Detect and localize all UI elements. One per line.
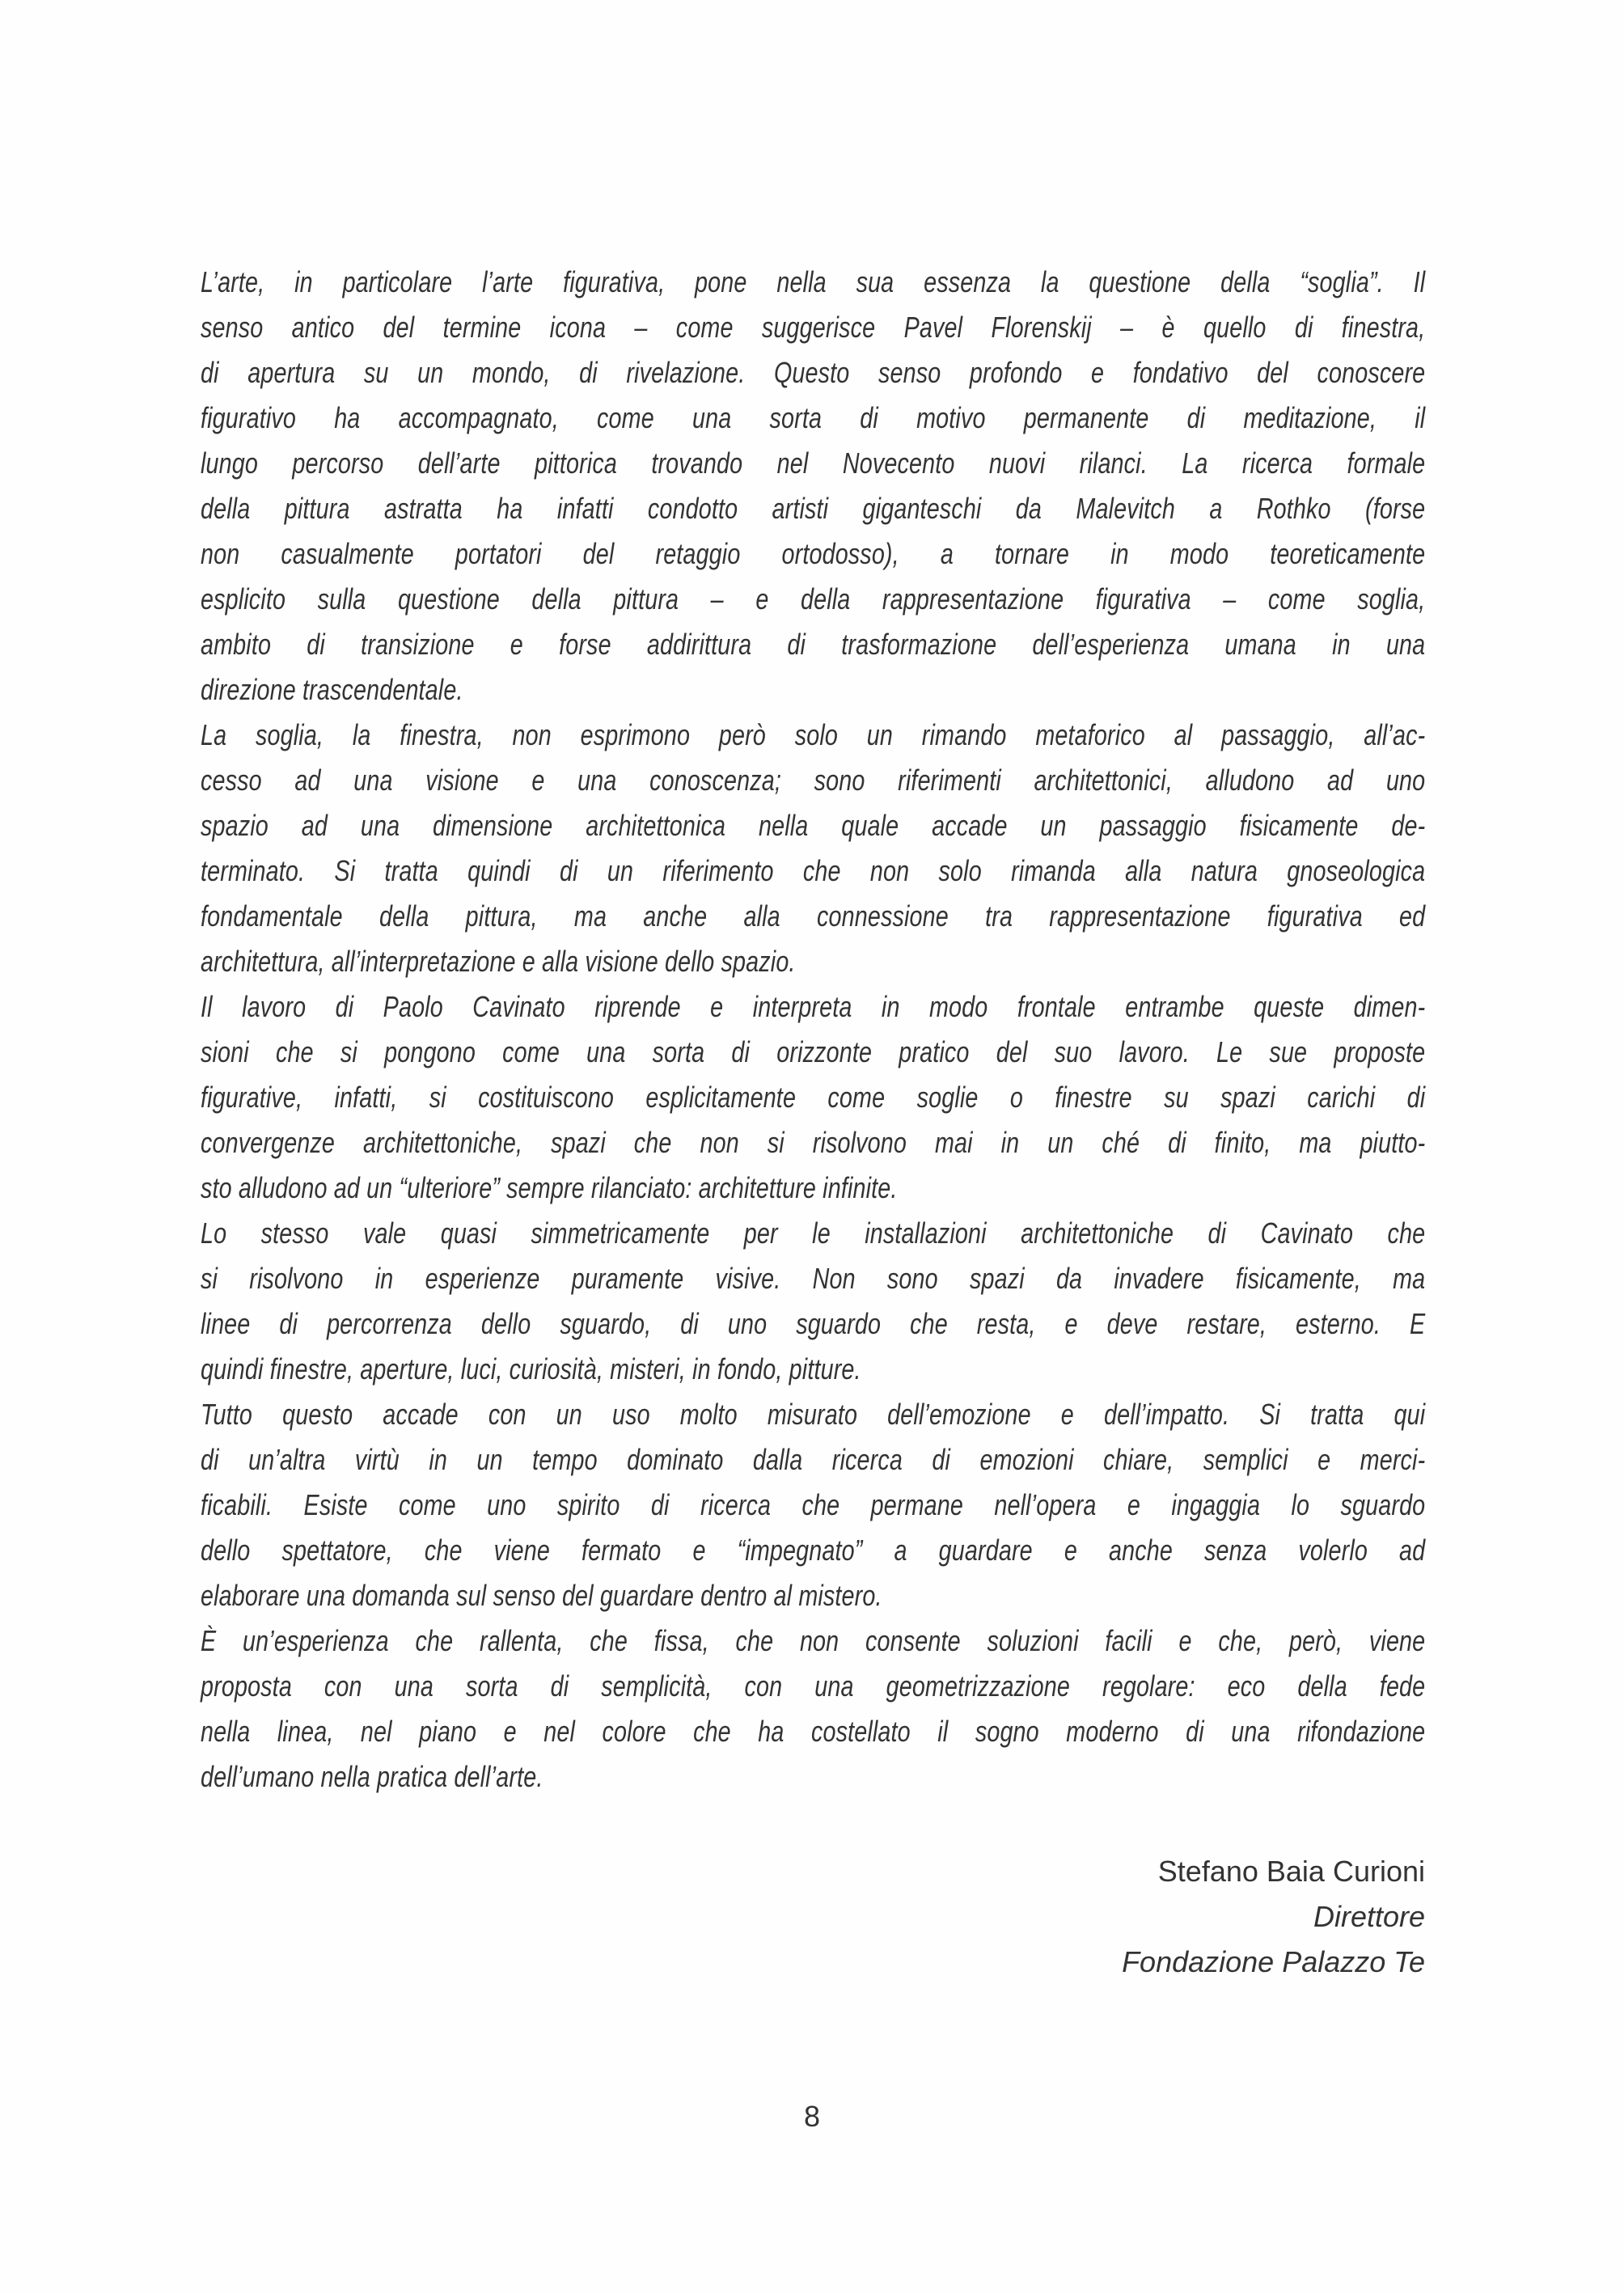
text-line: di un’altra virtù in un tempo dominato dalla ricerca di emozioni chiare, semplici e merci- xyxy=(201,1443,1426,1476)
text-line: della pittura astratta ha infatti condotto artisti giganteschi da Malevitch a Rothko (forse xyxy=(201,492,1426,525)
text-line: quindi finestre, aperture, luci, curiosità, misteri, in fondo, pitture. xyxy=(201,1352,861,1386)
text-line: spazio ad una dimensione architettonica nella quale accade un passaggio fisicamente de- xyxy=(201,809,1426,842)
text-line: figurative, infatti, si costituiscono esplicitamente come soglie o finestre su spazi carichi di xyxy=(201,1081,1426,1114)
text-line: di apertura su un mondo, di rivelazione. Questo senso profondo e fondativo del conoscere xyxy=(201,356,1426,389)
text-line: non casualmente portatori del retaggio ortodosso), a tornare in modo teoreticamente xyxy=(201,537,1426,570)
text-line: architettura, all’interpretazione e alla visione dello spazio. xyxy=(201,945,796,978)
text-line: fondamentale della pittura, ma anche alla connessione tra rappresentazione figurativa ed xyxy=(201,899,1426,933)
text-line: terminato. Si tratta quindi di un riferimento che non solo rimanda alla natura gnoseologica xyxy=(201,854,1426,887)
text-line: nella linea, nel piano e nel colore che ha costellato il sogno moderno di una rifondazione xyxy=(201,1715,1426,1748)
body-text xyxy=(201,260,1425,1800)
signature-organization: Fondazione Palazzo Te xyxy=(1122,1945,1425,1978)
text-line: senso antico del termine icona – come suggerisce Pavel Florenskij – è quello di finestra, xyxy=(201,311,1426,344)
text-line: lungo percorso dell’arte pittorica trovando nel Novecento nuovi rilanci. La ricerca formale xyxy=(201,446,1426,480)
signature-block xyxy=(1122,1849,1425,1985)
text-line: linee di percorrenza dello sguardo, di uno sguardo che resta, e deve restare, esterno. E xyxy=(201,1307,1426,1340)
text-line: sto alludono ad un “ulteriore” sempre rilanciato: architetture infinite. xyxy=(201,1171,898,1204)
text-line: figurativo ha accompagnato, come una sorta di motivo permanente di meditazione, il xyxy=(201,401,1426,434)
text-line: esplicito sulla questione della pittura – e della rappresentazione figurativa – come soglia, xyxy=(201,582,1426,616)
text-line: dell’umano nella pratica dell’arte. xyxy=(201,1760,543,1793)
page-number: 8 xyxy=(803,2100,821,2133)
text-line: cesso ad una visione e una conoscenza; sono riferimenti architettonici, alludono ad uno xyxy=(201,764,1426,797)
text-line: elaborare una domanda sul senso del guardare dentro al mistero. xyxy=(201,1579,882,1612)
text-line: ficabili. Esiste come uno spirito di ricerca che permane nell’opera e ingaggia lo sguardo xyxy=(201,1488,1426,1521)
text-line: L’arte, in particolare l’arte figurativa, pone nella sua essenza la questione della “soglia”. Il xyxy=(201,265,1426,298)
text-line: Il lavoro di Paolo Cavinato riprende e interpreta in modo frontale entrambe queste dimen- xyxy=(201,990,1426,1023)
text-line: si risolvono in esperienze puramente visive. Non sono spazi da invadere fisicamente, ma xyxy=(201,1262,1426,1295)
text-line: Tutto questo accade con un uso molto misurato dell’emozione e dell’impatto. Si tratta qui xyxy=(201,1398,1426,1431)
signature-name: Stefano Baia Curioni xyxy=(1157,1855,1425,1888)
text-line: sioni che si pongono come una sorta di orizzonte pratico del suo lavoro. Le sue proposte xyxy=(201,1035,1426,1068)
text-line: La soglia, la finestra, non esprimono però solo un rimando metaforico al passaggio, all’ac- xyxy=(201,718,1426,751)
text-line: Lo stesso vale quasi simmetricamente per le installazioni architettoniche di Cavinato che xyxy=(201,1216,1426,1250)
text-line: È un’esperienza che rallenta, che fissa, che non consente soluzioni facili e che, però, viene xyxy=(201,1624,1426,1657)
signature-role: Direttore xyxy=(1313,1900,1425,1933)
text-line: dello spettatore, che viene fermato e “impegnato” a guardare e anche senza volerlo ad xyxy=(201,1534,1426,1567)
text-line: proposta con una sorta di semplicità, con una geometrizzazione regolare: eco della fede xyxy=(201,1669,1426,1703)
text-line: direzione trascendentale. xyxy=(201,673,463,706)
text-line: convergenze architettoniche, spazi che non si risolvono mai in un ché di finito, ma piutto- xyxy=(201,1126,1426,1159)
text-line: ambito di transizione e forse addirittura di trasformazione dell’esperienza umana in una xyxy=(201,628,1426,661)
